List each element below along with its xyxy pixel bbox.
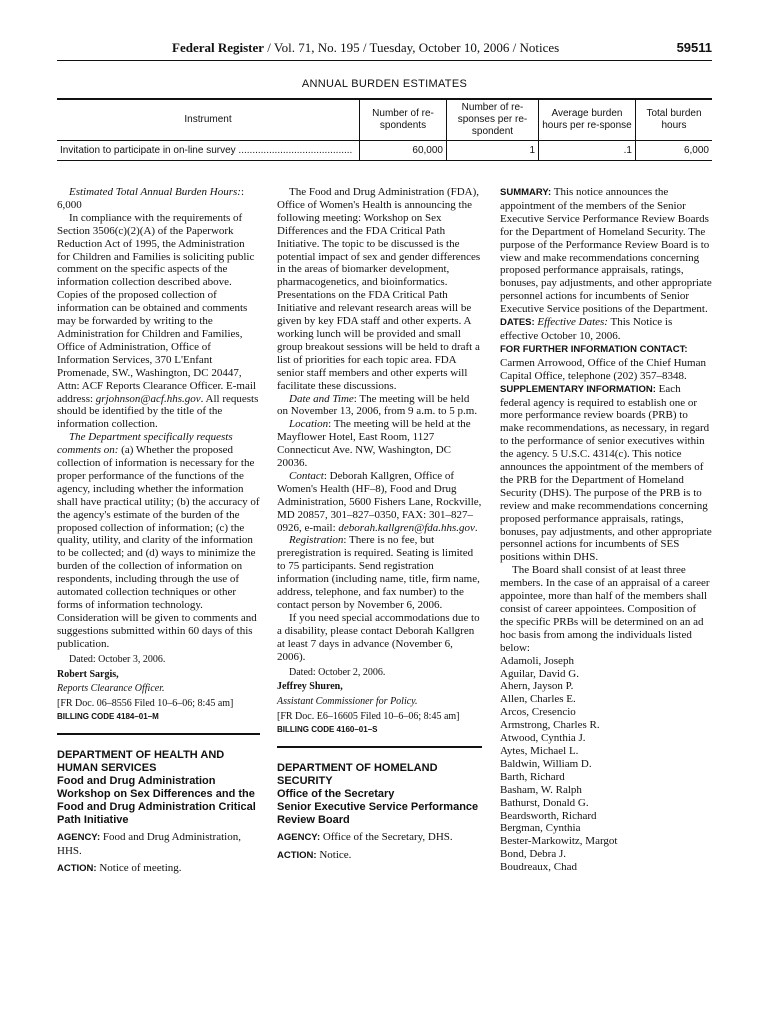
table-top-rule bbox=[57, 98, 712, 99]
dated-line: Dated: October 3, 2006. bbox=[69, 653, 166, 665]
board-paragraph: The Board shall consist of at least three members. In the case of an appraisal of a career appointee, more than half of the members shall consist of career appointees. Composition of the specific PRBs will be determined on an ad hoc basis from among the individuals listed below: bbox=[500, 564, 710, 654]
action-line: ACTION: Notice of meeting. bbox=[57, 861, 182, 874]
paragraph: The Department specifically requests comments on: (a) Whether the proposed collection of information is necessary for the proper performance of the functions of the agency, including whether the information shall have practical utility; (b) the accuracy of the agency's estimate of the burden of the proposed collection of information; (c) the quality, utility, and clarity of the information to be collected; and (d) ways to minimize the burden of the collection of information on respondents, including through the use of automated collection techniques or other forms of information technology. Consideration will be given to comments and suggestions submitted within 60 days of this publication. bbox=[57, 431, 260, 650]
list-item: Aytes, Michael L. bbox=[500, 744, 579, 757]
contact-label: FOR FURTHER INFORMATION CONTACT: bbox=[500, 343, 688, 355]
billing-code: BILLING CODE 4160–01–S bbox=[277, 725, 378, 735]
list-item: Bergman, Cynthia bbox=[500, 822, 581, 835]
dated-line: Dated: October 2, 2006. bbox=[289, 666, 386, 678]
list-item: Bathurst, Donald G. bbox=[500, 796, 589, 809]
action-line: ACTION: Notice. bbox=[277, 848, 352, 861]
citation-text: / Vol. 71, No. 195 / Tuesday, October 10, 2006 / Notices bbox=[264, 40, 560, 55]
agency-line: AGENCY: Food and Drug Administration, HHS. bbox=[57, 831, 241, 858]
summary: SUMMARY: This notice announces the appointment of the members of the Senior Executive Service Performance Review Boards for the Department of Homeland Security. The purpose of the Performance Review Board is to view and make recommendations concerning proposed performance appraisals, ratings, bonuses, pay adjustments, and other appropriate personnel actions for incumbents of Senior Executive Service positions of the Department. bbox=[500, 186, 712, 316]
table-cell: 6,000 bbox=[636, 141, 713, 161]
list-item: Ahern, Jayson P. bbox=[500, 680, 574, 693]
burden-table bbox=[57, 99, 712, 161]
section-divider bbox=[57, 733, 260, 735]
list-item: Barth, Richard bbox=[500, 770, 565, 783]
column-1 bbox=[57, 186, 260, 876]
list-item: Atwood, Cynthia J. bbox=[500, 732, 586, 745]
paragraph: The Food and Drug Administration (FDA), Office of Women's Health is announcing the following meeting: Workshop on Sex Differences and the FDA Critical Path Initiative. The topic to be discussed is the potential impact of sex and gender differences in the areas of biomarker development, pharmacogenetics, and bioinformatics. Presentations on the FDA Critical Path Initiative and relevant research areas will be given by key FDA staff and other experts. A working lunch will be provided and small group breakout sessions will be held to draft a list of priorities for each topic area. FDA senior staff members and other experts will facilitate these discussions. bbox=[277, 186, 481, 392]
notice-title: Workshop on Sex Differences and the Food and Drug Administration Critical Path Initiative bbox=[57, 788, 256, 827]
header-citation bbox=[172, 40, 559, 56]
supplementary-info: SUPPLEMENTARY INFORMATION: Each federal agency is required to establish one or more performance review boards (PRB) to make recommendations, as necessary, in regard to the performance of senior executives within the agency. 5 U.S.C. 4314(c). This notice announces the appointment of the members of the PRB for the Department of Homeland Security (DHS). The purpose of the PRB is to review and make recommendations concerning proposed performance appraisals, ratings, bonuses, pay adjustments, and other appropriate personnel actions for incumbents of SES positions within DHS. bbox=[500, 382, 712, 564]
contact: Contact: Deborah Kallgren, Office of Women's Health (HF–8), Food and Drug Administration, 5600 Fishers Lane, Rockville, MD 20857, 301–827–0350, FAX: 301–827–0926, e-mail: deborah.kallgren@fda.hhs.gov. bbox=[277, 469, 482, 534]
member-list bbox=[500, 655, 712, 874]
dates: DATES: Effective Dates: This Notice is effective October 10, 2006. bbox=[500, 316, 673, 342]
page-number: 59511 bbox=[676, 40, 712, 55]
agency-line: AGENCY: Office of the Secretary, DHS. bbox=[277, 831, 453, 844]
section-divider bbox=[277, 746, 482, 748]
list-item: Adamoli, Joseph bbox=[500, 654, 574, 667]
publication-name: Federal Register bbox=[172, 40, 265, 55]
location: Location: The meeting will be held at the Mayflower Hotel, East Room, 1127 Connecticut Ave. NW, Washington, DC 20036. bbox=[277, 418, 471, 470]
notice-title: Senior Executive Service Performance Review Board bbox=[277, 801, 479, 827]
estimated-burden: Estimated Total Annual Burden Hours:: 6,000 bbox=[57, 186, 244, 211]
list-item: Basham, W. Ralph bbox=[500, 783, 582, 796]
paragraph: In compliance with the requirements of Section 3506(c)(2)(A) of the Paperwork Reduction Act of 1995, the Administration for Children and Families is soliciting public comment on the specific aspects of the information collection described above. Copies of the proposed collection of information can be obtained and comments may be forwarded by writing to the Administration for Children and Families, Office of Administration, Office of Information Services, 370 L'Enfant Promenade, SW., Washington, DC 20447, Attn: ACF Reports Clearance Officer. E-mail address: grjohnson@acf.hhs.gov. All requests should be identified by the title of the information collection. bbox=[57, 211, 259, 431]
list-item: Armstrong, Charles R. bbox=[500, 719, 600, 732]
column-2 bbox=[277, 186, 482, 863]
running-header bbox=[57, 40, 712, 58]
registration: Registration: There is no fee, but preregistration is required. Seating is limited to 75 participants. Send registration information (including name, title, firm name, address, telephone, and fax number) to the contact person by November 6, 2006. bbox=[277, 534, 480, 611]
signer-name: Robert Sargis, bbox=[57, 668, 119, 680]
agency-heading: Food and Drug Administration bbox=[57, 775, 216, 788]
column-header: Number of re-sponses per re-spondent bbox=[447, 100, 539, 141]
column-header: Total burden hours bbox=[636, 100, 713, 141]
table-cell: 60,000 bbox=[360, 141, 447, 161]
billing-code: BILLING CODE 4184–01–M bbox=[57, 712, 159, 722]
list-item: Bond, Debra J. bbox=[500, 848, 566, 861]
signer-title: Assistant Commissioner for Policy. bbox=[277, 696, 418, 708]
signer-title: Reports Clearance Officer. bbox=[57, 683, 165, 695]
email-address: grjohnson@acf.hhs.gov bbox=[95, 392, 201, 405]
list-item: Boudreaux, Chad bbox=[500, 861, 577, 874]
list-item: Arcos, Cresencio bbox=[500, 706, 576, 719]
column-header: Average burden hours per re-sponse bbox=[539, 100, 636, 141]
fr-doc-line: [FR Doc. E6–16605 Filed 10–6–06; 8:45 am] bbox=[277, 711, 460, 723]
table-header-row bbox=[57, 100, 712, 141]
table-cell: 1 bbox=[447, 141, 539, 161]
list-item: Allen, Charles E. bbox=[500, 693, 576, 706]
department-heading: DEPARTMENT OF HOMELAND SECURITY bbox=[277, 762, 438, 788]
department-heading: DEPARTMENT OF HEALTH AND HUMAN SERVICES bbox=[57, 749, 225, 775]
table-cell: Invitation to participate in on-line survey ......................................... bbox=[57, 141, 360, 161]
list-item: Baldwin, William D. bbox=[500, 757, 592, 770]
table-cell: .1 bbox=[539, 141, 636, 161]
list-item: Bester-Markowitz, Margot bbox=[500, 835, 618, 848]
column-3 bbox=[500, 186, 712, 874]
fr-doc-line: [FR Doc. 06–8556 Filed 10–6–06; 8:45 am] bbox=[57, 698, 234, 710]
column-header: Number of re-spondents bbox=[360, 100, 447, 141]
accommodations: If you need special accommodations due to a disability, please contact Deborah Kallgren at least 7 days in advance (November 6, 2006). bbox=[277, 611, 480, 663]
signer-name: Jeffrey Shuren, bbox=[277, 681, 343, 693]
table-row bbox=[57, 141, 712, 161]
contact-text: Carmen Arrowood, Office of the Chief Human Capital Office, telephone (202) 357–8348. bbox=[500, 356, 706, 382]
header-rule bbox=[57, 60, 712, 61]
date-and-time: Date and Time: The meeting will be held on November 13, 2006, from 9 a.m. to 5 p.m. bbox=[277, 392, 478, 418]
list-item: Aguilar, David G. bbox=[500, 667, 579, 680]
column-header: Instrument bbox=[57, 100, 360, 141]
office-heading: Office of the Secretary bbox=[277, 788, 395, 801]
table-title: ANNUAL BURDEN ESTIMATES bbox=[301, 78, 468, 90]
list-item: Beardsworth, Richard bbox=[500, 809, 597, 822]
email-address: deborah.kallgren@fda.hhs.gov bbox=[338, 521, 475, 534]
